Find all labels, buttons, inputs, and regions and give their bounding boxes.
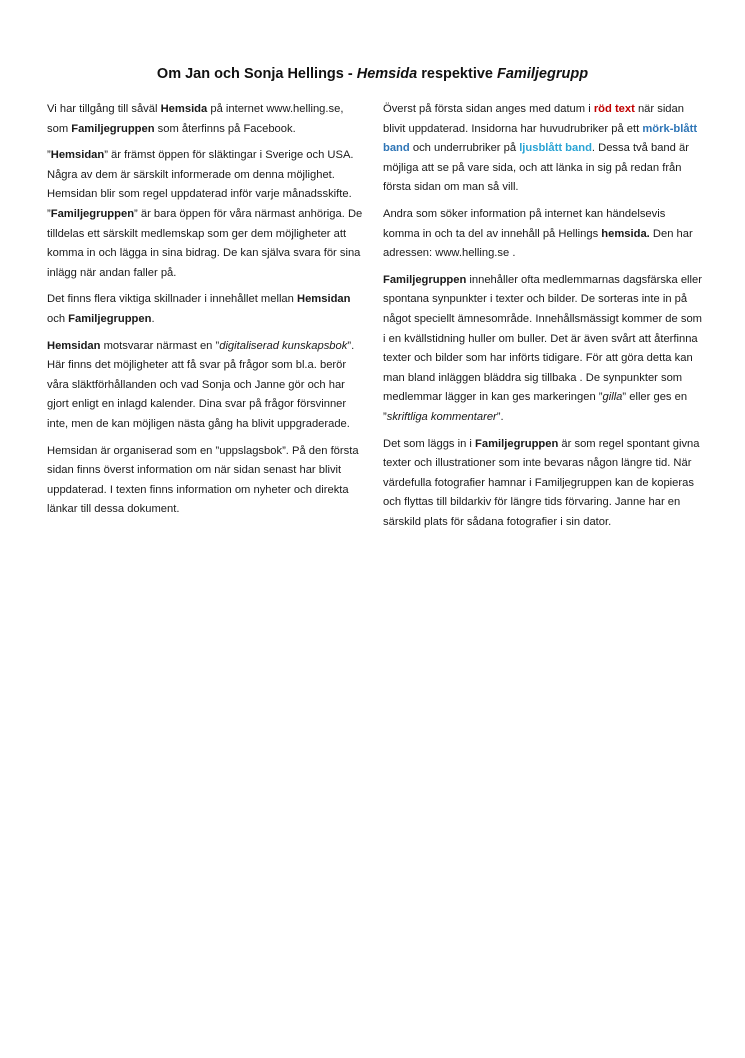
paragraph — [47, 337, 367, 435]
bold-familjegruppen: Familjegruppen — [68, 312, 152, 325]
text: när sidan blivit uppdaterad. Insidorna har huvudrubriker på ett — [383, 103, 684, 135]
bold-hemsidan: Hemsidan — [296, 293, 351, 306]
text: som återfinns på Facebook. — [154, 122, 296, 135]
bold-hemsida: Hemsida — [160, 103, 208, 115]
bold-hemsidan: Hemsidan — [50, 149, 105, 162]
text: ” är bara öppen för våra närmast anhöriga. De tilldelas ett särskilt medlemskap som ger dem möjligheter att komma in och lägga in sina bidrag. De kan själva svara för sina inlägg när andan faller på. — [47, 207, 363, 279]
text: Den har adressen: www.helling.se . — [383, 227, 693, 260]
italic-text: skriftliga kommentarer — [386, 410, 497, 423]
text: ” — [47, 149, 51, 162]
bold-hemsidan: Hemsidan — [47, 339, 101, 352]
text: ” är främst öppen för släktingar i Sverige och USA. Några av dem är särskilt informerade om denna möjlighet. Hemsidan blir som regel uppdaterad inför varje månadsskifte. ” — [47, 149, 354, 220]
paragraph — [383, 205, 703, 264]
right-column — [383, 100, 703, 539]
text: Hemsidan är organiserad som en ”uppslagsbok”. På den första sidan finns överst information om när sidan senast har blivit uppdaterad. I texten finns information om nyheter och direkta länkar till dessa dokument. — [47, 444, 359, 516]
italic-text: digitaliserad kunskapsbok — [219, 339, 348, 352]
paragraph — [383, 100, 703, 198]
paragraph — [47, 290, 367, 329]
text: är som regel spontant givna texter och illustrationer som inte bevaras någon längre tid. När värdefulla fotografier hamnar i Familjegruppen kan de kopieras och flyttas till bildarkiv för längre tids förvaring. Janne har en särskild plats för sådana fotografier i sin dator. — [383, 437, 700, 528]
text: Det finns flera viktiga skillnader i innehållet mellan — [47, 293, 297, 306]
bold-familjegruppen: Familjegruppen — [50, 207, 135, 220]
red-text-label: röd text — [593, 103, 635, 115]
paragraph — [47, 146, 367, 283]
dark-blue-band-label: mörk-blått band — [383, 122, 698, 155]
text: på internet www.helling.se, som — [47, 103, 344, 135]
text: Andra som söker information på internet kan händelsevis komma in och ta del av innehåll på Hellings — [383, 207, 666, 240]
bold-familjegruppen: Familjegruppen — [475, 437, 559, 450]
text: Det som läggs in i — [383, 437, 476, 450]
paragraph — [47, 100, 367, 139]
text: Vi har tillgång till såväl — [47, 103, 161, 115]
paragraph — [383, 271, 703, 428]
paragraph — [47, 442, 367, 520]
page-title — [0, 66, 745, 82]
text: Överst på första sidan anges med datum i — [383, 103, 594, 115]
title-hemsida: Hemsida — [356, 66, 418, 82]
bold-familjegruppen: Familjegruppen — [71, 122, 155, 135]
text: och underrubriker på — [409, 142, 520, 155]
title-prefix: Om Jan och Sonja Hellings - — [156, 66, 357, 82]
text: ” eller ges en ” — [383, 391, 688, 423]
title-familjegrupp: Familjegrupp — [497, 66, 589, 82]
light-blue-band-label: ljusblått band — [519, 142, 592, 155]
paragraph — [383, 435, 703, 533]
left-column — [47, 100, 367, 527]
bold-hemsida: hemsida. — [601, 227, 650, 240]
italic-text: gilla — [602, 391, 623, 404]
title-middle: respektive — [417, 66, 498, 82]
bold-familjegruppen: Familjegruppen — [383, 273, 467, 286]
text: ”. Här finns det möjligheter att få svar på frågor som bl.a. berör våra släktförhållanden och vad Sonja och Janne gör och har gjort enligt en inlagd kalender. Dina svar på frågor försvinner inte, men de kan möjligen nästa gång ha blivit uppgraderade. — [47, 339, 355, 430]
text: motsvarar närmast en ” — [100, 339, 220, 352]
text: innehåller ofta medlemmarnas dagsfärska eller spontana synpunkter i texter och bilder. De sorteras inte in på något speciellt ämnesområde. Innehållsmässigt kommer de som i en kvällstidning huller om buller. Det är även svårt att återfinna texter och bilder som har införts tidigare. För att göra detta kan man bland inläggen bläddra sig tillbaka . De synpunkter som medlemmar lägger in kan ges markeringen ” — [383, 273, 702, 404]
text: . — [151, 312, 155, 325]
text: och — [47, 312, 69, 325]
text: ”. — [496, 410, 504, 423]
text: . Dessa två band är möjliga att se på vare sida, och att länka in sig på redan från första sidan om man så vill. — [383, 142, 689, 194]
